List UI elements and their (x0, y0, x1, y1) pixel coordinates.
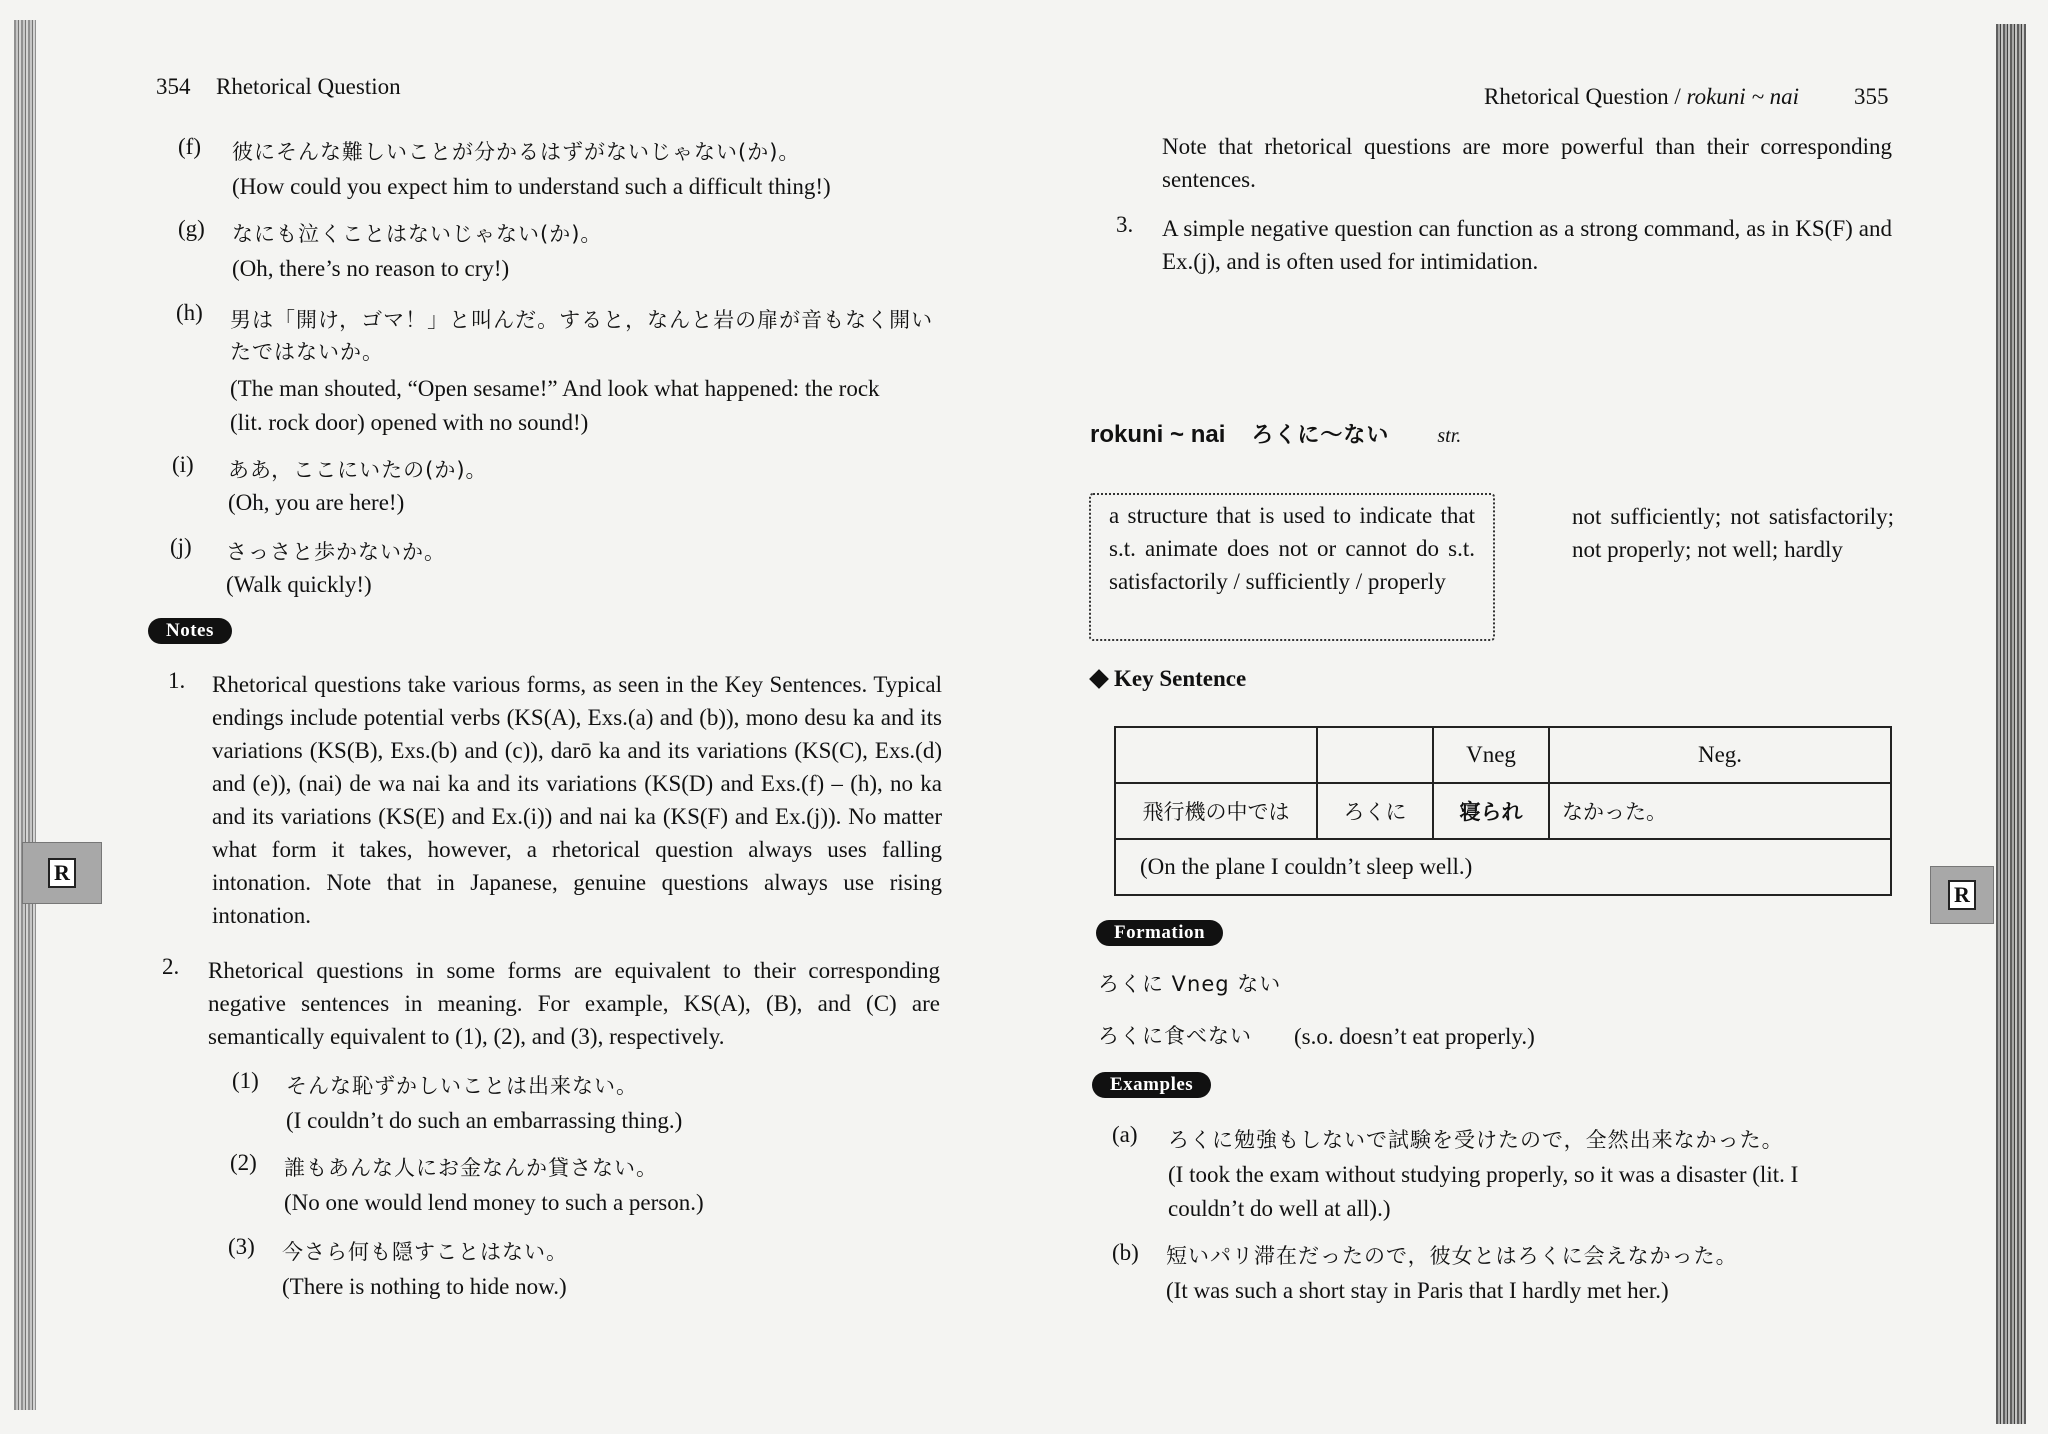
running-head-entry: rokuni ~ nai (1686, 84, 1800, 109)
table-cell: ろくに (1317, 783, 1433, 839)
diamond-bullet-icon (1089, 669, 1109, 689)
note-number: 1. (168, 668, 186, 693)
formation-label: Formation (1096, 920, 1223, 946)
running-head: Rhetorical Question (216, 74, 401, 99)
example-en: (The man shouted, “Open sesame!” And look what happened: the rock (230, 376, 880, 401)
table-row (1115, 727, 1891, 783)
examples-label: Examples (1092, 1072, 1211, 1098)
numbered-label: (2) (230, 1150, 257, 1175)
table-cell: なかった。 (1549, 783, 1891, 839)
numbered-label: (3) (228, 1234, 255, 1259)
key-sentence-label: Key Sentence (1114, 666, 1247, 691)
entry-type-tag: str. (1437, 425, 1462, 447)
numbered-en: (No one would lend money to such a person.) (284, 1190, 704, 1215)
thumb-index-tab-right (1930, 866, 1994, 924)
example-jp: なにも泣くことはないじゃない(か)。 (232, 222, 603, 246)
notes-label: Notes (148, 618, 232, 644)
formation-example-jp: ろくに食べない (1098, 1024, 1252, 1048)
table-cell: Vneg (1433, 727, 1549, 783)
example-jp: 彼にそんな難しいことが分かるはずがないじゃない(か)。 (232, 140, 801, 164)
table-cell (1115, 727, 1317, 783)
page-number: 354 (156, 74, 191, 99)
note-number: 2. (162, 954, 180, 979)
example-label: (h) (176, 300, 203, 325)
table-cell (1317, 727, 1433, 783)
entry-title-jp: ろくに〜ない (1251, 423, 1390, 448)
example-jp: 短いパリ滞在だったので，彼女とはろくに会えなかった。 (1166, 1244, 1738, 1268)
example-label: (i) (172, 452, 194, 477)
table-cell: Neg. (1549, 727, 1891, 783)
translation-cell: (On the plane I couldn’t sleep well.) (1115, 839, 1891, 895)
example-en: (How could you expect him to understand such a difficult thing!) (232, 174, 831, 199)
example-en: (I took the exam without studying properly, so it was a disaster (lit. I (1168, 1162, 1799, 1187)
example-en: (Oh, there’s no reason to cry!) (232, 256, 510, 281)
example-en-cont: (lit. rock door) opened with no sound!) (230, 410, 589, 435)
note-text: A simple negative question can function as a strong command, as in KS(F) and Ex.(j), and is often used for intimidation. (1162, 216, 1892, 274)
running-head (1484, 84, 1799, 110)
formation-example-en: (s.o. doesn’t eat properly.) (1294, 1024, 1535, 1049)
key-sentence-heading (1092, 666, 1246, 692)
page-number: 355 (1854, 84, 1889, 109)
page-edge-right (1996, 24, 2026, 1424)
numbered-en: (I couldn’t do such an embarrassing thing.) (286, 1108, 683, 1133)
example-label: (f) (178, 134, 201, 159)
example-label: (b) (1112, 1240, 1139, 1265)
tab-letter: R (1948, 880, 1976, 910)
note-text: Rhetorical questions in some forms are equivalent to their corresponding negative sentences in meaning. For example, KS(A), (B), and (C) are semantically equivalent to (1), (2), and (3), respectively. (208, 958, 940, 1049)
example-jp: さっさと歩かないか。 (226, 540, 446, 564)
entry-title: rokuni ~ nai (1090, 421, 1226, 448)
gloss: not sufficiently; not satisfactorily; not properly; not well; hardly (1572, 504, 1894, 562)
numbered-label: (1) (232, 1068, 259, 1093)
running-head-main: Rhetorical Question / (1484, 84, 1687, 109)
example-en: (Oh, you are here!) (228, 490, 405, 515)
example-jp: ろくに勉強もしないで試験を受けたので，全然出来なかった。 (1168, 1128, 1784, 1152)
formation-pattern: ろくに Vneg ない (1098, 972, 1282, 996)
example-jp: 男は「開け，ゴマ！」と叫んだ。すると，なんと岩の扉が音もなく開い (230, 308, 934, 332)
numbered-jp: 今さら何も隠すことはない。 (282, 1240, 568, 1264)
example-label: (j) (170, 534, 192, 559)
example-en: (It was such a short stay in Paris that I hardly met her.) (1166, 1278, 1669, 1303)
example-label: (g) (178, 216, 205, 241)
example-jp: ああ，ここにいたの(か)。 (228, 458, 488, 482)
numbered-jp: そんな恥ずかしいことは出来ない。 (286, 1074, 638, 1098)
table-cell: 寝られ (1433, 783, 1549, 839)
example-en: (Walk quickly!) (226, 572, 372, 597)
key-sentence-table (1114, 726, 1892, 896)
note-number: 3. (1116, 212, 1134, 237)
entry-heading (1090, 418, 1461, 449)
page-edge-left (14, 20, 36, 1410)
numbered-en: (There is nothing to hide now.) (282, 1274, 567, 1299)
note-text: Rhetorical questions take various forms, as seen in the Key Sentences. Typical endings include potential verbs (KS(A), Exs.(a) and (b)), mono desu ka and its variations (KS(B), Exs.(b) and (c)), darō ka and its variations (KS(C), Exs.(d) and (e)), (nai) de wa nai ka and its variations (KS(D) and Exs.(f) – (h), no ka and its variations (KS(E) and Ex.(i)) and nai ka (KS(F) and Ex.(j)). No matter what form it takes, however, a rhetorical question always uses falling intonation. Note that in Japanese, genuine questions always use rising intonation. (212, 672, 942, 928)
thumb-index-tab-left (22, 842, 102, 904)
tab-letter: R (48, 858, 76, 888)
example-en-cont: couldn’t do well at all).) (1168, 1196, 1391, 1221)
table-cell: 飛行機の中では (1115, 783, 1317, 839)
definition-box: a structure that is used to indicate that s.t. animate does not or cannot do s.t. satisfactorily / sufficiently / properly (1089, 493, 1495, 641)
table-row (1115, 839, 1891, 895)
table-row (1115, 783, 1891, 839)
note-continuation: Note that rhetorical questions are more powerful than their corresponding sentences. (1162, 134, 1892, 192)
numbered-jp: 誰もあんな人にお金なんか貸さない。 (284, 1156, 658, 1180)
example-jp-cont: たではないか。 (230, 340, 384, 364)
example-label: (a) (1112, 1122, 1138, 1147)
